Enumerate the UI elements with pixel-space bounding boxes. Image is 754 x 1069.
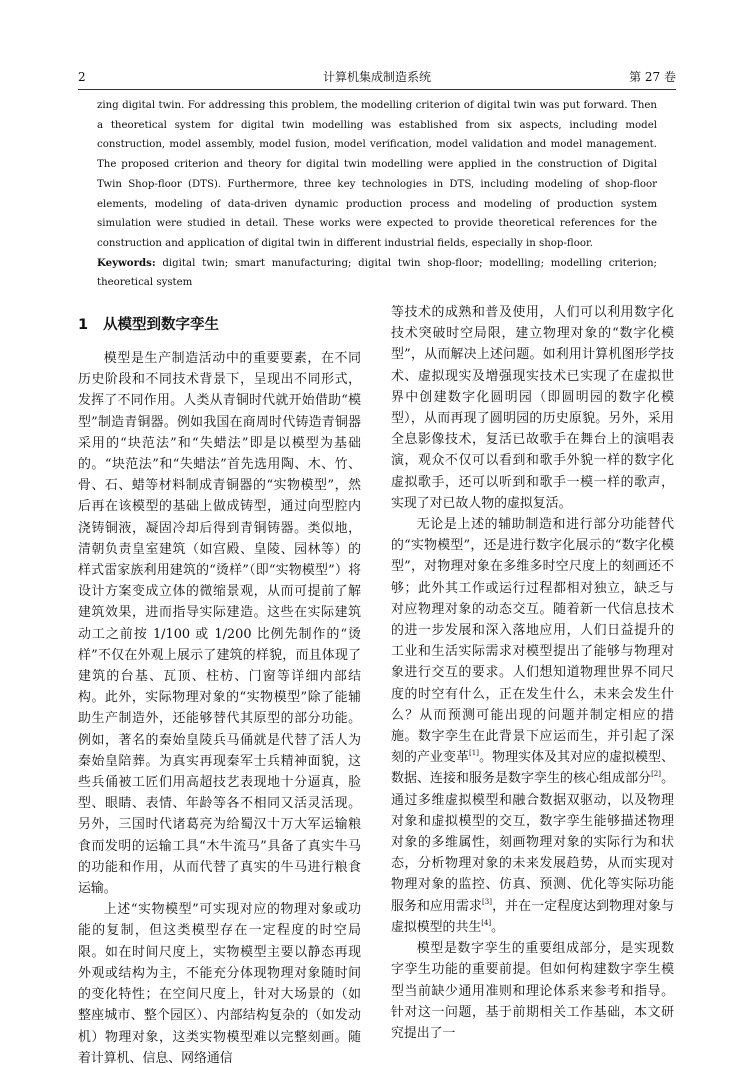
page-number: 2: [78, 70, 86, 84]
keywords: [97, 254, 657, 293]
text-run: 无论是上述的辅助制造和进行部分功能替代的“实物模型”，还是进行数字化展示的“数字化模型”，对物理对象在多维多时空尺度上的刻画还不够；此外其工作或运行过程都相对独立，缺乏与对应物理对象的动态交互。随着新一代信息技术的进一步发展和深入落地应用，人们日益提升的工业和生活实际需求对模型提出了能够与物理对象进行交互的要求。人们想知道物理世界不同尺度的时空有什么，正在发生什么，未来会发生什么？从而预测可能出现的问题并制定相应的措施。数字孪生在此背景下应运而生，并引起了深刻的产业变革: [391, 517, 674, 766]
section-title: 从模型到数字孪生: [103, 317, 220, 333]
running-header: [78, 68, 676, 86]
text-run: ，并在一定程度达到物理对象与虚拟模型的共生: [391, 898, 675, 935]
header-rule: [78, 89, 676, 90]
citation-4: [4]: [481, 918, 492, 927]
keywords-label: Keywords:: [97, 256, 156, 269]
paragraph: 模型是数字孪生的重要组成部分，是实现数字孪生功能的重要前提。但如何构建数字孪生模型当前缺少通用准则和理论体系来参考和指导。针对这一问题，基于前期相关工作基础，本文研究提出了一: [391, 941, 674, 1041]
volume-label: 第 27 卷: [629, 70, 676, 84]
journal-title: 计算机集成制造系统: [322, 70, 431, 84]
paragraph: 模型是生产制造活动中的重要要素，在不同历史阶段和不同技术背景下，呈现出不同形式，发挥了不同作用。人类从青铜时代就开始借助“模型”制造青铜器。例如我国在商周时代铸造青铜器采用的“块范法”和“失蜡法”即是以模型为基础的。“块范法”和“失蜡法”首先选用陶、木、竹、骨、石、蜡等材料制成青铜器的“实物模型”，然后再在该模型的基础上做成铸型，通过向型腔内浇铸铜液，凝固冷却后得到青铜铸器。类似地，清朝负责皇室建筑（如宫殿、皇陵、园林等）的样式雷家族利用建筑的“烫样”（即“实物模型”）将设计方案变成立体的微缩景观，从而可提前了解建筑效果，进而指导实际建造。这些在实际建筑动工之前按 1/100 或 1/200 比例先制作的“烫样”不仅在外观上展示了建筑的样貌，而且体现了建筑的台基、瓦顶、柱枋、门窗等详细内部结构。此外，实际物理对象的“实物模型”除了能辅助生产制造外，还能够替代其原型的部分功能。例如，著名的秦始皇陵兵马俑就是代替了活人为秦始皇陪葬。为真实再现秦军士兵精神面貌，这些兵俑被工匠们用高超技艺表现地十分逼真，脸型、眼睛、表情、年龄等各不相同又活灵活现。另外，三国时代诸葛亮为给蜀汉十万大军运输粮食而发明的运输工具“木牛流马”具备了真实牛马的功能和作用，从而代替了真实的牛马进行粮食运输。: [78, 351, 361, 897]
citation-1: [1]: [469, 749, 479, 758]
section-number: 1: [78, 317, 89, 333]
paragraph: 上述“实物模型”可实现对应的物理对象或功能的复制，但这类模型存在一定程度的时空局限。如在时间尺度上，实物模型主要以静态再现外观或结构为主，不能充分体现物理对象随时间的变化特性；在空间尺度上，针对大场景的（如整座城市、整个园区）、内部结构复杂的（如发动机）物理对象，这类实物模型难以完整刻画。随着计算机、信息、网络通信: [78, 902, 361, 1066]
text-run: 。: [491, 919, 505, 935]
english-abstract: [97, 96, 657, 293]
abstract-text: zing digital twin. For addressing this problem, the modelling criterion of digital twin was put forward. Then a theoretical system for digital twin modelling was established from six aspects, including model construction, model assembly, model fusion, model verification, model validation and model management. The proposed criterion and theory for digital twin modelling were applied in the construction of Digital Twin Shop-floor (DTS). Furthermore, three key technologies in DTS, including modeling of shop-floor elements, modeling of data-driven dynamic production process and modeling of production system simulation were studied in detail. These works were expected to provide theoretical references for the construction and application of digital twin in different industrial fields, especially in shop-floor.: [97, 100, 657, 249]
left-column: [78, 305, 361, 1069]
citation-3: [3]: [482, 897, 492, 906]
section-heading: [78, 315, 361, 335]
citation-2: [2]: [651, 770, 661, 779]
right-column: [391, 302, 674, 1044]
text-run: 。通过多维虚拟模型和融合数据双驱动，以及物理对象和虚拟模型的交互，数字孪生能够描述物理对象的多维属性，刻画物理对象的实际行为和状态，分析物理对象的未来发展趋势，从而实现对物理对象的监控、仿真、预测、优化等实际功能服务和应用需求: [391, 771, 675, 914]
text-run: 。物理实体及其对应的虚拟模型、数据、连接和服务是数字孪生的核心组成部分: [391, 750, 675, 787]
paragraph-continuation: 等技术的成熟和普及使用，人们可以利用数字化技术突破时空局限，建立物理对象的“数字化模型”，从而解决上述问题。如利用计算机图形学技术、虚拟现实及增强现实技术已实现了在虚拟世界中创建数字化圆明园（即圆明园的数字化模型），从而再现了圆明园的历史原貌。另外，采用全息影像技术，复活已故歌手在舞台上的演唱表演，观众不仅可以看到和歌手外貌一样的数字化虚拟歌手，还可以听到和歌手一模一样的歌声，实现了对已故人物的虚拟复活。: [391, 305, 674, 511]
paragraph: [391, 514, 674, 938]
keywords-text: digital twin; smart manufacturing; digital twin shop-floor; modelling; modelling criterion; theoretical system: [97, 257, 657, 289]
